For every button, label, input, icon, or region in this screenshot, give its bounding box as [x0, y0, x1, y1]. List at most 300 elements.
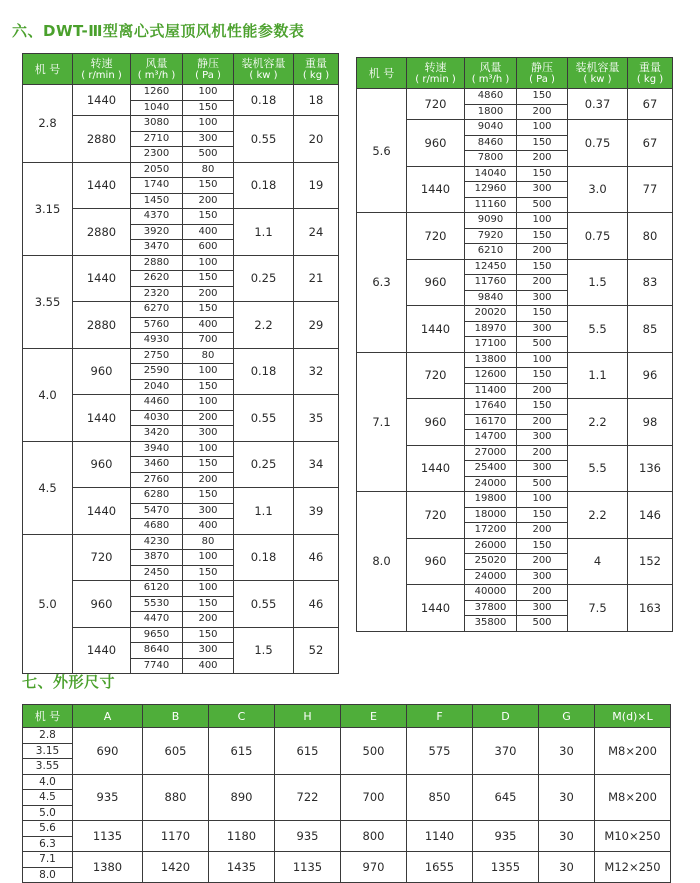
model-cell: 5.0	[23, 805, 73, 821]
header-airflow-unit: ( m³/h )	[471, 73, 510, 85]
airflow-cell: 2590	[131, 364, 183, 380]
dimension-value-cell: 1380	[73, 852, 143, 883]
model-cell: 3.55	[23, 255, 73, 348]
airflow-cell: 2320	[131, 286, 183, 302]
pressure-cell: 80	[183, 162, 234, 178]
dimension-value-cell: M10×250	[595, 821, 671, 852]
airflow-cell: 20020	[465, 306, 517, 322]
weight-cell: 19	[294, 162, 339, 209]
pressure-cell: 500	[517, 616, 568, 632]
header-weight	[294, 54, 339, 85]
airflow-cell: 3460	[131, 457, 183, 473]
model-cell: 4.0	[23, 774, 73, 790]
pressure-cell: 200	[183, 193, 234, 209]
pressure-cell: 100	[517, 492, 568, 508]
section-7-title: 七、外形尺寸	[22, 673, 116, 691]
airflow-cell: 1450	[131, 193, 183, 209]
dimension-value-cell: 690	[73, 728, 143, 775]
speed-cell: 1440	[407, 306, 465, 353]
speed-cell: 720	[407, 352, 465, 399]
header-speed	[73, 54, 131, 85]
header-weight-unit: ( kg )	[302, 69, 330, 81]
dimension-value-cell: 722	[275, 774, 341, 821]
speed-cell: 960	[73, 441, 131, 488]
pressure-cell: 300	[517, 569, 568, 585]
pressure-cell: 200	[183, 612, 234, 628]
model-cell: 4.0	[23, 348, 73, 441]
pressure-cell: 150	[517, 399, 568, 415]
dimension-value-cell: 890	[209, 774, 275, 821]
dimension-value-cell: 615	[209, 728, 275, 775]
pressure-cell: 100	[183, 364, 234, 380]
pressure-cell: 150	[183, 627, 234, 643]
airflow-cell: 2750	[131, 348, 183, 364]
header-power	[568, 58, 628, 89]
pressure-cell: 300	[183, 426, 234, 442]
dimension-value-cell: 850	[407, 774, 473, 821]
table-row	[23, 852, 671, 868]
header-airflow-unit: ( m³/h )	[137, 69, 176, 81]
airflow-cell: 4860	[465, 89, 517, 105]
power-cell: 0.25	[234, 255, 294, 302]
dims-header-6: F	[407, 705, 473, 728]
header-power	[234, 54, 294, 85]
pressure-cell: 200	[517, 104, 568, 120]
airflow-cell: 17100	[465, 337, 517, 353]
airflow-cell: 8460	[465, 135, 517, 151]
pressure-cell: 100	[183, 116, 234, 132]
header-pressure-unit: ( Pa )	[195, 69, 221, 81]
power-cell: 0.55	[234, 395, 294, 442]
weight-cell: 80	[628, 213, 673, 260]
header-weight-label: 重量	[639, 60, 661, 74]
weight-cell: 46	[294, 534, 339, 581]
speed-cell: 960	[73, 348, 131, 395]
speed-cell: 1440	[73, 162, 131, 209]
header-power-label: 装机容量	[575, 60, 620, 74]
table-row	[357, 213, 673, 229]
power-cell: 0.75	[568, 213, 628, 260]
pressure-cell: 150	[517, 368, 568, 384]
dims-header-4: H	[275, 705, 341, 728]
weight-cell: 46	[294, 581, 339, 628]
dimension-value-cell: 1420	[143, 852, 209, 883]
power-cell: 5.5	[568, 445, 628, 492]
power-cell: 5.5	[568, 306, 628, 353]
performance-table-right	[356, 57, 673, 632]
table-row	[357, 492, 673, 508]
airflow-cell: 6210	[465, 244, 517, 260]
speed-cell: 1440	[407, 585, 465, 632]
power-cell: 1.5	[234, 627, 294, 674]
airflow-cell: 7800	[465, 151, 517, 167]
speed-cell: 2880	[73, 302, 131, 349]
airflow-cell: 1740	[131, 178, 183, 194]
pressure-cell: 300	[517, 600, 568, 616]
pressure-cell: 150	[517, 135, 568, 151]
header-airflow	[465, 58, 517, 89]
pressure-cell: 100	[517, 120, 568, 136]
dims-header-0: 机 号	[23, 705, 73, 728]
table-row	[23, 162, 339, 178]
pressure-cell: 700	[183, 333, 234, 349]
header-speed	[407, 58, 465, 89]
speed-cell: 1440	[73, 627, 131, 674]
airflow-cell: 12600	[465, 368, 517, 384]
dimension-value-cell: 645	[473, 774, 539, 821]
weight-cell: 136	[628, 445, 673, 492]
pressure-cell: 150	[183, 302, 234, 318]
dims-header-8: G	[539, 705, 595, 728]
airflow-cell: 4460	[131, 395, 183, 411]
pressure-cell: 80	[183, 534, 234, 550]
header-power-unit: ( kw )	[583, 73, 612, 85]
airflow-cell: 9650	[131, 627, 183, 643]
speed-cell: 960	[407, 538, 465, 585]
weight-cell: 163	[628, 585, 673, 632]
dimension-value-cell: M8×200	[595, 728, 671, 775]
weight-cell: 67	[628, 120, 673, 167]
airflow-cell: 18000	[465, 507, 517, 523]
model-cell: 2.8	[23, 728, 73, 744]
weight-cell: 83	[628, 259, 673, 306]
weight-cell: 29	[294, 302, 339, 349]
dims-header-9: M(d)×L	[595, 705, 671, 728]
weight-cell: 98	[628, 399, 673, 446]
pressure-cell: 200	[517, 585, 568, 601]
pressure-cell: 150	[517, 228, 568, 244]
performance-table-left	[22, 53, 339, 674]
airflow-cell: 11400	[465, 383, 517, 399]
pressure-cell: 150	[183, 100, 234, 116]
pressure-cell: 200	[517, 554, 568, 570]
dimension-value-cell: 1140	[407, 821, 473, 852]
dimension-value-cell: 1355	[473, 852, 539, 883]
airflow-cell: 5760	[131, 317, 183, 333]
table-row	[23, 534, 339, 550]
pressure-cell: 200	[517, 383, 568, 399]
speed-cell: 2880	[73, 116, 131, 163]
airflow-cell: 4680	[131, 519, 183, 535]
header-speed-unit: ( r/min )	[81, 69, 122, 81]
header-pressure-label: 静压	[531, 60, 553, 74]
pressure-cell: 100	[183, 85, 234, 101]
airflow-cell: 27000	[465, 445, 517, 461]
airflow-cell: 2450	[131, 565, 183, 581]
pressure-cell: 400	[183, 519, 234, 535]
airflow-cell: 2760	[131, 472, 183, 488]
header-weight-unit: ( kg )	[636, 73, 664, 85]
airflow-cell: 9040	[465, 120, 517, 136]
model-cell: 7.1	[357, 352, 407, 492]
header-row	[357, 58, 673, 89]
pressure-cell: 300	[517, 321, 568, 337]
pressure-cell: 100	[183, 255, 234, 271]
dimension-value-cell: 500	[341, 728, 407, 775]
weight-cell: 39	[294, 488, 339, 535]
pressure-cell: 150	[183, 488, 234, 504]
pressure-cell: 150	[517, 507, 568, 523]
header-pressure	[183, 54, 234, 85]
pressure-cell: 600	[183, 240, 234, 256]
airflow-cell: 3940	[131, 441, 183, 457]
speed-cell: 2880	[73, 209, 131, 256]
weight-cell: 20	[294, 116, 339, 163]
dimension-value-cell: 935	[473, 821, 539, 852]
weight-cell: 85	[628, 306, 673, 353]
pressure-cell: 200	[517, 151, 568, 167]
speed-cell: 1440	[407, 166, 465, 213]
airflow-cell: 37800	[465, 600, 517, 616]
power-cell: 3.0	[568, 166, 628, 213]
header-model	[23, 54, 73, 85]
airflow-cell: 5530	[131, 596, 183, 612]
airflow-cell: 2620	[131, 271, 183, 287]
power-cell: 0.18	[234, 85, 294, 116]
speed-cell: 720	[407, 213, 465, 260]
table-row	[23, 774, 671, 790]
header-airflow	[131, 54, 183, 85]
airflow-cell: 16170	[465, 414, 517, 430]
dimension-value-cell: 30	[539, 774, 595, 821]
model-cell: 8.0	[23, 867, 73, 883]
pressure-cell: 300	[517, 461, 568, 477]
pressure-cell: 300	[517, 430, 568, 446]
airflow-cell: 11160	[465, 197, 517, 213]
airflow-cell: 6120	[131, 581, 183, 597]
pressure-cell: 80	[183, 348, 234, 364]
power-cell: 0.18	[234, 162, 294, 209]
pressure-cell: 150	[183, 379, 234, 395]
table-row	[23, 255, 339, 271]
airflow-cell: 2710	[131, 131, 183, 147]
pressure-cell: 100	[183, 550, 234, 566]
airflow-cell: 9090	[465, 213, 517, 229]
power-cell: 0.37	[568, 89, 628, 120]
speed-cell: 1440	[407, 445, 465, 492]
pressure-cell: 400	[183, 317, 234, 333]
airflow-cell: 1260	[131, 85, 183, 101]
pressure-cell: 200	[517, 523, 568, 539]
header-pressure-unit: ( Pa )	[529, 73, 555, 85]
model-cell: 2.8	[23, 85, 73, 163]
power-cell: 1.1	[234, 488, 294, 535]
pressure-cell: 200	[517, 445, 568, 461]
airflow-cell: 17640	[465, 399, 517, 415]
airflow-cell: 25400	[465, 461, 517, 477]
dimension-value-cell: 1180	[209, 821, 275, 852]
pressure-cell: 150	[517, 306, 568, 322]
dimension-value-cell: 970	[341, 852, 407, 883]
header-pressure-label: 静压	[197, 56, 219, 70]
weight-cell: 35	[294, 395, 339, 442]
dims-header-1: A	[73, 705, 143, 728]
pressure-cell: 150	[517, 259, 568, 275]
airflow-cell: 6280	[131, 488, 183, 504]
weight-cell: 146	[628, 492, 673, 539]
airflow-cell: 24000	[465, 476, 517, 492]
airflow-cell: 2880	[131, 255, 183, 271]
airflow-cell: 3920	[131, 224, 183, 240]
header-weight	[628, 58, 673, 89]
pressure-cell: 500	[517, 337, 568, 353]
airflow-cell: 4230	[131, 534, 183, 550]
airflow-cell: 24000	[465, 569, 517, 585]
airflow-cell: 4370	[131, 209, 183, 225]
airflow-cell: 7920	[465, 228, 517, 244]
airflow-cell: 11760	[465, 275, 517, 291]
pressure-cell: 200	[183, 472, 234, 488]
airflow-cell: 1800	[465, 104, 517, 120]
speed-cell: 1440	[73, 255, 131, 302]
pressure-cell: 100	[517, 352, 568, 368]
speed-cell: 960	[407, 259, 465, 306]
dims-header-2: B	[143, 705, 209, 728]
dimension-value-cell: M8×200	[595, 774, 671, 821]
pressure-cell: 300	[183, 503, 234, 519]
dimension-value-cell: 700	[341, 774, 407, 821]
pressure-cell: 200	[517, 244, 568, 260]
pressure-cell: 150	[517, 166, 568, 182]
speed-cell: 1440	[73, 395, 131, 442]
table-row	[357, 89, 673, 105]
dimension-value-cell: 30	[539, 821, 595, 852]
airflow-cell: 2050	[131, 162, 183, 178]
weight-cell: 152	[628, 538, 673, 585]
model-cell: 6.3	[23, 836, 73, 852]
airflow-cell: 12960	[465, 182, 517, 198]
speed-cell: 1440	[73, 85, 131, 116]
header-power-unit: ( kw )	[249, 69, 278, 81]
airflow-cell: 18970	[465, 321, 517, 337]
pressure-cell: 150	[183, 209, 234, 225]
model-cell: 7.1	[23, 852, 73, 868]
header-model-label: 机 号	[368, 66, 395, 80]
pressure-cell: 200	[517, 414, 568, 430]
dimension-value-cell: 880	[143, 774, 209, 821]
pressure-cell: 500	[183, 147, 234, 163]
header-speed-label: 转速	[424, 60, 447, 74]
airflow-cell: 13800	[465, 352, 517, 368]
power-cell: 7.5	[568, 585, 628, 632]
pressure-cell: 100	[183, 441, 234, 457]
airflow-cell: 4470	[131, 612, 183, 628]
airflow-cell: 5470	[131, 503, 183, 519]
airflow-cell: 19800	[465, 492, 517, 508]
dimension-value-cell: 935	[73, 774, 143, 821]
pressure-cell: 200	[183, 410, 234, 426]
airflow-cell: 25020	[465, 554, 517, 570]
airflow-cell: 2300	[131, 147, 183, 163]
airflow-cell: 14040	[465, 166, 517, 182]
header-model-label: 机 号	[34, 62, 61, 76]
pressure-cell: 150	[183, 457, 234, 473]
power-cell: 1.1	[568, 352, 628, 399]
airflow-cell: 9840	[465, 290, 517, 306]
table-row	[23, 821, 671, 837]
table-row	[23, 348, 339, 364]
model-cell: 6.3	[357, 213, 407, 353]
table-row	[23, 441, 339, 457]
airflow-cell: 6270	[131, 302, 183, 318]
airflow-cell: 40000	[465, 585, 517, 601]
pressure-cell: 150	[183, 565, 234, 581]
power-cell: 1.1	[234, 209, 294, 256]
power-cell: 0.55	[234, 581, 294, 628]
header-airflow-label: 风量	[479, 60, 502, 74]
header-model	[357, 58, 407, 89]
model-cell: 4.5	[23, 790, 73, 806]
speed-cell: 960	[407, 399, 465, 446]
power-cell: 0.75	[568, 120, 628, 167]
airflow-cell: 4930	[131, 333, 183, 349]
power-cell: 2.2	[568, 399, 628, 446]
model-cell: 4.5	[23, 441, 73, 534]
speed-cell: 720	[73, 534, 131, 581]
power-cell: 2.2	[234, 302, 294, 349]
model-cell: 5.6	[357, 89, 407, 213]
dimension-value-cell: 605	[143, 728, 209, 775]
dims-header-7: D	[473, 705, 539, 728]
airflow-cell: 3470	[131, 240, 183, 256]
header-speed-unit: ( r/min )	[415, 73, 456, 85]
pressure-cell: 150	[183, 596, 234, 612]
power-cell: 0.55	[234, 116, 294, 163]
airflow-cell: 8640	[131, 643, 183, 659]
airflow-cell: 14700	[465, 430, 517, 446]
airflow-cell: 3420	[131, 426, 183, 442]
model-cell: 5.6	[23, 821, 73, 837]
dimension-value-cell: 30	[539, 728, 595, 775]
model-cell: 3.15	[23, 743, 73, 759]
dimension-value-cell: 1655	[407, 852, 473, 883]
speed-cell: 720	[407, 492, 465, 539]
pressure-cell: 150	[183, 271, 234, 287]
pressure-cell: 200	[517, 275, 568, 291]
power-cell: 0.25	[234, 441, 294, 488]
header-power-label: 装机容量	[241, 56, 286, 70]
dimensions-table	[22, 704, 671, 883]
pressure-cell: 100	[183, 395, 234, 411]
header-row	[23, 54, 339, 85]
dimension-value-cell: 1135	[275, 852, 341, 883]
airflow-cell: 4030	[131, 410, 183, 426]
dimension-value-cell: 935	[275, 821, 341, 852]
dims-header-3: C	[209, 705, 275, 728]
pressure-cell: 150	[183, 178, 234, 194]
dimension-value-cell: 30	[539, 852, 595, 883]
header-weight-label: 重量	[305, 56, 327, 70]
airflow-cell: 26000	[465, 538, 517, 554]
weight-cell: 21	[294, 255, 339, 302]
pressure-cell: 200	[183, 286, 234, 302]
model-cell: 3.15	[23, 162, 73, 255]
airflow-cell: 3080	[131, 116, 183, 132]
airflow-cell: 7740	[131, 658, 183, 674]
dimension-value-cell: M12×250	[595, 852, 671, 883]
speed-cell: 960	[407, 120, 465, 167]
pressure-cell: 300	[183, 643, 234, 659]
header-speed-label: 转速	[90, 56, 113, 70]
dimension-value-cell: 800	[341, 821, 407, 852]
pressure-cell: 500	[517, 197, 568, 213]
dims-header-5: E	[341, 705, 407, 728]
dimension-value-cell: 575	[407, 728, 473, 775]
airflow-cell: 2040	[131, 379, 183, 395]
speed-cell: 960	[73, 581, 131, 628]
weight-cell: 52	[294, 627, 339, 674]
airflow-cell: 1040	[131, 100, 183, 116]
